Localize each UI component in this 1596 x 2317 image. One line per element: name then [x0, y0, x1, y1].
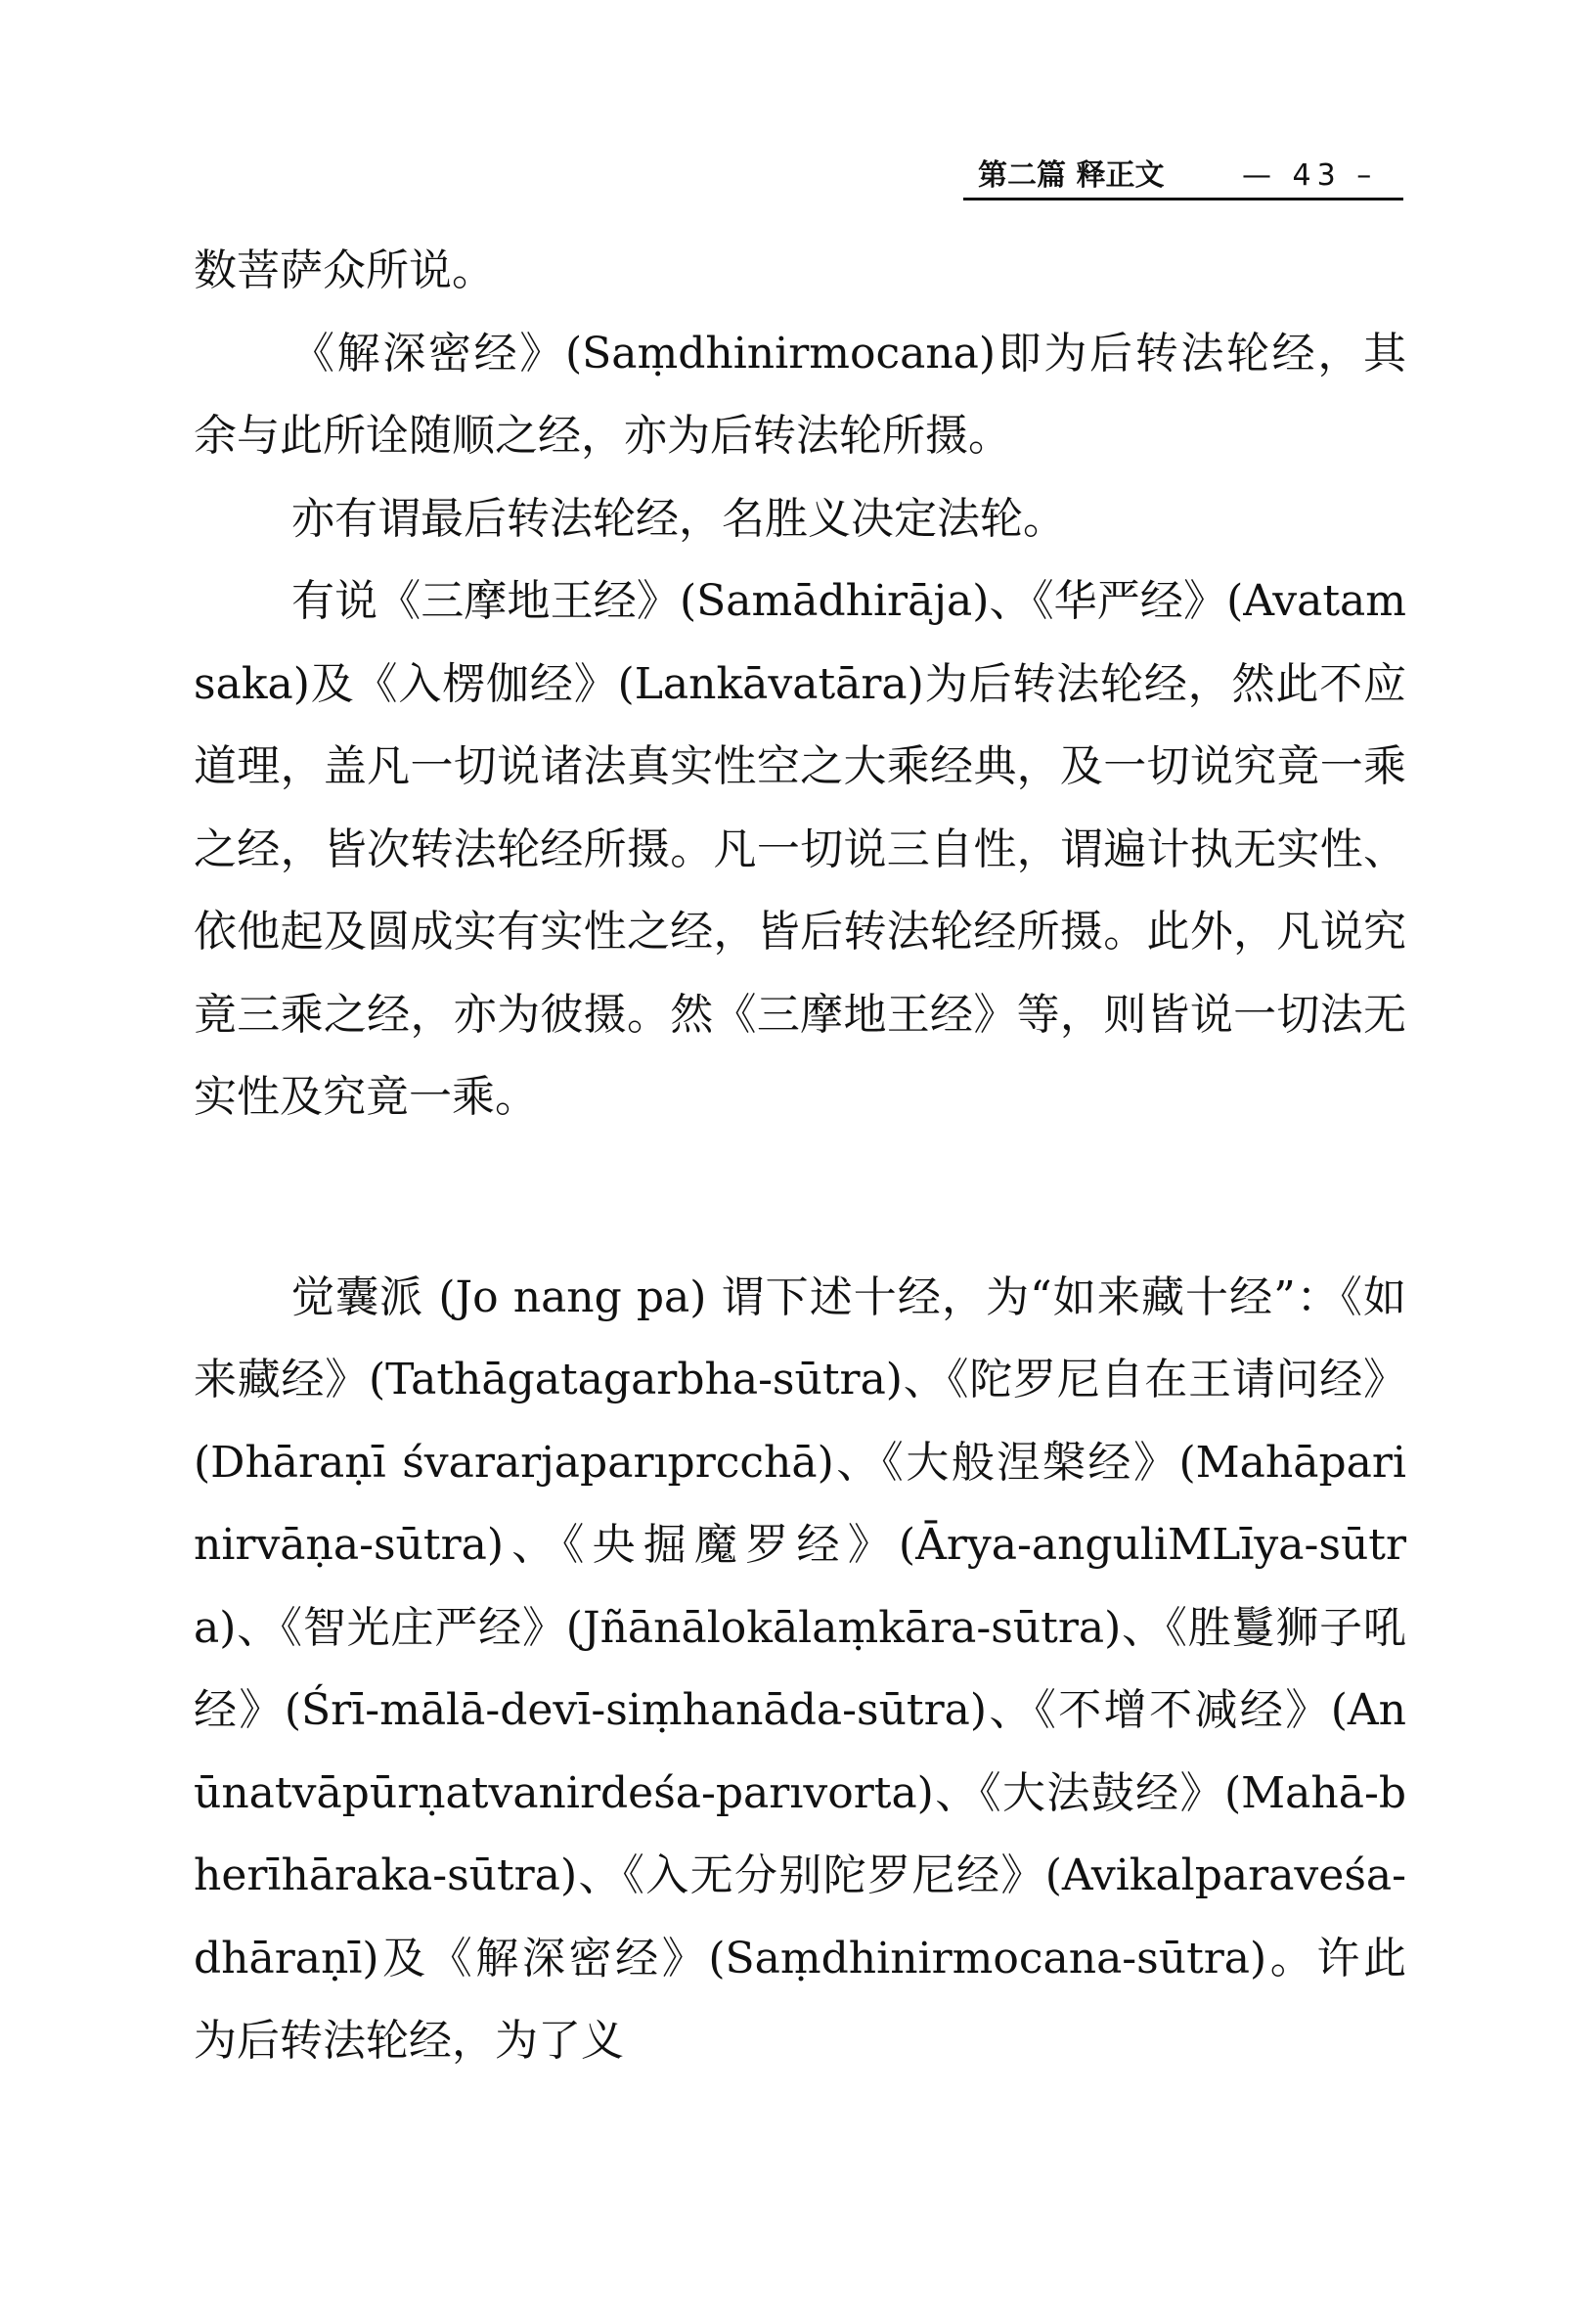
paragraph-samdhinirmocana: 《解深密经》(Saṃdhinirmocana)即为后转法轮经，其余与此所诠随顺之经，亦为后转法轮所摄。: [194, 328, 1406, 461]
text-body: [194, 230, 1406, 2083]
paragraph-samadhiraja: 有说《三摩地王经》(Samādhirāja)、《华严经》(Avatamsaka)及《入楞伽经》(Lankāvatāra)为后转法轮经，然此不应道理，盖凡一切说诸法真实性空之大乘经典，及一切说究竟一乘之经，皆次转法轮经所摄。凡一切说三自性，谓遍计执无实性、依他起及圆成实有实性之经，皆后转法轮经所摄。此外，凡说究竟三乘之经，亦为彼摄。然《三摩地王经》等，则皆说一切法无实性及究竟一乘。: [194, 576, 1406, 1122]
running-header: [963, 155, 1403, 201]
section-gap: [194, 1139, 1406, 1257]
page-number: — 43 –: [1242, 158, 1378, 193]
paragraph-jonang-pa: 觉囊派 (Jo nang pa) 谓下述十经，为“如来藏十经”：《如来藏经》(Tathāgatagarbha-sūtra)、《陀罗尼自在王请问经》(Dhāraṇī śvararjaparıprcchā)、《大般涅槃经》(Mahāparinirvāṇa-sūtra)、《央掘魔罗经》(Ārya-anguliMLīya-sūtra)、《智光庄严经》(Jñānālokālaṃkāra-sūtra)、《胜鬘狮子吼经》(Śrī-mālā-devī-siṃhanāda-sūtra)、《不增不减经》(Anūnatvāpūrṇatvanirdeśa-parıvorta)、《大法鼓经》(Mahā-bherīhāraka-sūtra)、《入无分别陀罗尼经》(Avikalparaveśa-dhāraṇī)及《解深密经》(Saṃdhinirmocana-sūtra)。许此为后转法轮经，为了义: [194, 1271, 1406, 2066]
running-header-title: 第二篇 释正文: [978, 158, 1165, 193]
paragraph-continuation: 数菩萨众所说。: [194, 245, 495, 295]
paragraph-final-wheel: 亦有谓最后转法轮经，名胜义决定法轮。: [291, 493, 1066, 544]
